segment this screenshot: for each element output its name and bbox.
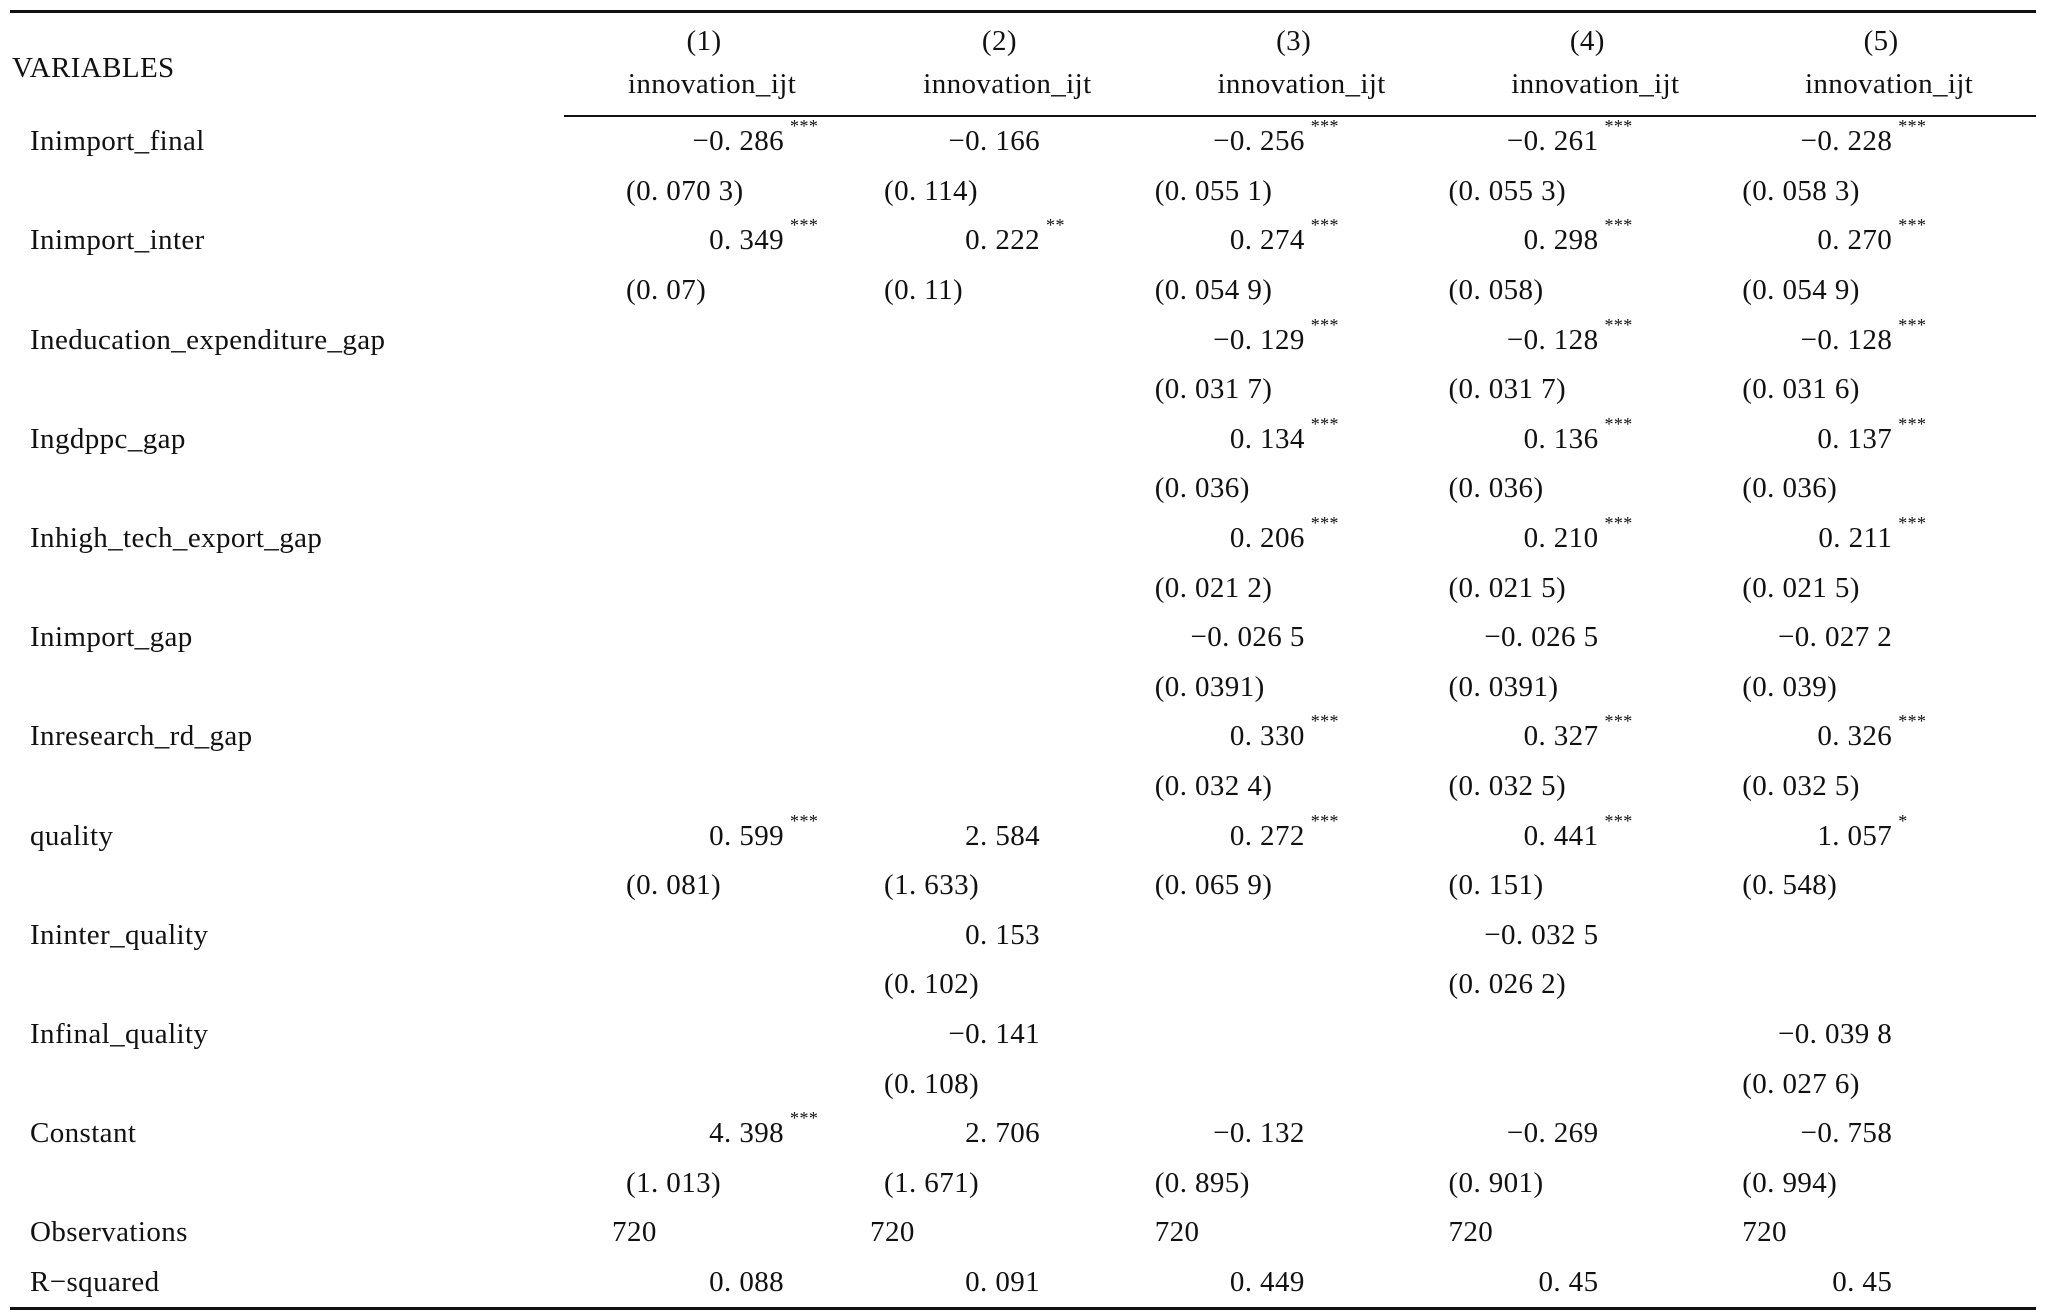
column-name-5: innovation_ijt [1742, 61, 2036, 116]
r-squared-value: 0. 088 [709, 1265, 785, 1298]
standard-error-cell [1155, 1059, 1449, 1109]
standard-error-cell [860, 1158, 1155, 1208]
coefficient-value: 0. 211 [1818, 522, 1893, 555]
variables-header: VARIABLES [10, 12, 564, 117]
coefficient-cell [564, 116, 860, 167]
coefficient-cell [1155, 1109, 1449, 1159]
standard-error-cell [1155, 1158, 1449, 1208]
significance-stars: *** [1898, 314, 1927, 335]
coefficient-cell [564, 514, 860, 564]
standard-error-label-spacer [10, 762, 564, 812]
standard-error-cell [564, 960, 860, 1010]
standard-error-value: (0. 036) [1448, 472, 1544, 505]
standard-error-cell [1155, 563, 1449, 613]
coefficient-value: 0. 270 [1817, 224, 1893, 257]
coefficient-cell [1155, 712, 1449, 762]
standard-error-cell [860, 365, 1155, 415]
significance-stars: * [1898, 810, 1908, 831]
coefficient-value: 4. 398 [709, 1117, 785, 1150]
standard-error-value: (0. 032 5) [1448, 770, 1567, 803]
coefficient-cell [1448, 613, 1742, 663]
standard-error-value: (0. 058) [1448, 274, 1544, 307]
coefficient-value: 0. 298 [1523, 224, 1599, 257]
variable-label: Ineducation_expenditure_gap [30, 323, 386, 356]
standard-error-value: (0. 039) [1742, 670, 1838, 703]
coefficient-cell [860, 315, 1155, 365]
standard-error-value: (0. 11) [884, 274, 964, 307]
standard-error-value: (0. 031 7) [1448, 373, 1567, 406]
observations-value: 720 [870, 1216, 915, 1249]
standard-error-cell [564, 266, 860, 316]
standard-error-value: (0. 031 6) [1742, 373, 1860, 406]
table-header [10, 12, 2036, 117]
coefficient-value: −0. 128 [1506, 323, 1599, 356]
standard-error-row [10, 861, 2036, 911]
standard-error-cell [860, 563, 1155, 613]
standard-error-value: (0. 548) [1742, 869, 1838, 902]
r-squared-value: 0. 449 [1229, 1265, 1305, 1298]
coefficient-cell [564, 712, 860, 762]
standard-error-value: (0. 031 7) [1154, 373, 1273, 406]
coefficient-value: −0. 032 5 [1484, 918, 1599, 951]
standard-error-cell [564, 464, 860, 514]
coefficient-cell [860, 1010, 1155, 1060]
significance-stars: *** [1310, 513, 1339, 534]
variable-coefficient-row [10, 712, 2036, 762]
standard-error-row [10, 960, 2036, 1010]
standard-error-value: (0. 114) [884, 174, 978, 207]
standard-error-label-spacer [10, 167, 564, 217]
coefficient-value: −0. 141 [948, 1017, 1041, 1050]
coefficient-cell [860, 712, 1155, 762]
standard-error-value: (0. 055 1) [1154, 174, 1273, 207]
standard-error-cell [1742, 464, 2036, 514]
variable-coefficient-row [10, 1109, 2036, 1159]
significance-stars: *** [1310, 314, 1339, 335]
coefficient-value: 0. 210 [1523, 522, 1599, 555]
coefficient-cell [564, 613, 860, 663]
column-number-5: (5) [1734, 12, 2028, 62]
standard-error-value: (1. 633) [884, 869, 980, 902]
r-squared-value: 0. 45 [1538, 1265, 1599, 1298]
significance-stars: ** [1046, 215, 1065, 236]
standard-error-cell [564, 762, 860, 812]
standard-error-cell [1448, 167, 1742, 217]
standard-error-cell [1155, 663, 1449, 713]
standard-error-cell [1742, 167, 2036, 217]
standard-error-row [10, 563, 2036, 613]
standard-error-cell [860, 464, 1155, 514]
standard-error-cell [860, 762, 1155, 812]
coefficient-value: −0. 039 8 [1778, 1017, 1893, 1050]
standard-error-cell [1448, 563, 1742, 613]
standard-error-cell [564, 167, 860, 217]
standard-error-row [10, 266, 2036, 316]
standard-error-cell [1448, 266, 1742, 316]
standard-error-row [10, 1059, 2036, 1109]
coefficient-cell [1742, 613, 2036, 663]
coefficient-cell [564, 1109, 860, 1159]
standard-error-label-spacer [10, 1158, 564, 1208]
significance-stars: *** [1310, 116, 1339, 137]
standard-error-cell [1742, 663, 2036, 713]
standard-error-value: (0. 054 9) [1742, 274, 1860, 307]
coefficient-value: −0. 132 [1213, 1117, 1305, 1150]
standard-error-cell [564, 563, 860, 613]
standard-error-label-spacer [10, 464, 564, 514]
variable-label: Inimport_gap [30, 621, 193, 654]
coefficient-cell [1155, 315, 1449, 365]
standard-error-cell [860, 960, 1155, 1010]
coefficient-value: 0. 326 [1817, 720, 1893, 753]
coefficient-cell [564, 911, 860, 961]
coefficient-value: 2. 584 [965, 819, 1041, 852]
standard-error-value: (0. 901) [1448, 1166, 1544, 1199]
standard-error-value: (0. 065 9) [1154, 869, 1273, 902]
coefficient-value: 0. 274 [1229, 224, 1305, 257]
coefficient-cell [1742, 315, 2036, 365]
coefficient-value: −0. 261 [1506, 125, 1599, 158]
standard-error-value: (1. 013) [626, 1166, 722, 1199]
significance-stars: *** [1310, 711, 1339, 732]
significance-stars: *** [1898, 711, 1927, 732]
coefficient-cell [1448, 514, 1742, 564]
coefficient-value: 0. 137 [1817, 422, 1893, 455]
standard-error-cell [860, 167, 1155, 217]
standard-error-cell [564, 1059, 860, 1109]
standard-error-cell [564, 365, 860, 415]
coefficient-cell [1155, 116, 1449, 167]
variable-label: Ininter_quality [30, 918, 209, 951]
standard-error-value: (0. 07) [626, 274, 707, 307]
variable-label: quality [30, 819, 114, 852]
variable-label: Inresearch_rd_gap [30, 720, 253, 753]
significance-stars: *** [1604, 711, 1633, 732]
standard-error-label-spacer [10, 266, 564, 316]
coefficient-cell [1742, 116, 2036, 167]
coefficient-value: 0. 272 [1229, 819, 1305, 852]
observations-value: 720 [1154, 1216, 1200, 1249]
significance-stars: *** [1898, 215, 1927, 236]
coefficient-value: 2. 706 [965, 1117, 1041, 1150]
coefficient-value: 0. 349 [709, 224, 785, 257]
variable-coefficient-row [10, 415, 2036, 465]
standard-error-cell [1448, 960, 1742, 1010]
standard-error-value: (0. 021 5) [1448, 571, 1567, 604]
standard-error-value: (0. 032 5) [1742, 770, 1860, 803]
coefficient-cell [1448, 811, 1742, 861]
variable-coefficient-row [10, 1010, 2036, 1060]
standard-error-value: (0. 021 5) [1742, 571, 1860, 604]
coefficient-cell [1448, 911, 1742, 961]
standard-error-cell [1448, 464, 1742, 514]
standard-error-value: (0. 0391) [1154, 670, 1265, 703]
significance-stars: *** [1604, 810, 1633, 831]
variable-coefficient-row [10, 315, 2036, 365]
coefficient-cell [1155, 1010, 1449, 1060]
coefficient-cell [1448, 1109, 1742, 1159]
standard-error-value: (0. 070 3) [626, 174, 744, 207]
coefficient-value: −0. 027 2 [1778, 621, 1893, 654]
standard-error-label-spacer [10, 1059, 564, 1109]
significance-stars: *** [1310, 810, 1339, 831]
coefficient-value: 1. 057 [1817, 819, 1893, 852]
standard-error-cell [1155, 464, 1449, 514]
coefficient-value: 0. 153 [965, 918, 1041, 951]
standard-error-row [10, 663, 2036, 713]
coefficient-cell [564, 811, 860, 861]
coefficient-cell [860, 116, 1155, 167]
standard-error-value: (0. 151) [1448, 869, 1544, 902]
coefficient-cell [1742, 415, 2036, 465]
standard-error-value: (0. 058 3) [1742, 174, 1860, 207]
coefficient-value: 0. 206 [1229, 522, 1305, 555]
coefficient-cell [1448, 116, 1742, 167]
coefficient-cell [860, 911, 1155, 961]
standard-error-value: (0. 0391) [1448, 670, 1559, 703]
standard-error-cell [1742, 861, 2036, 911]
standard-error-value: (1. 671) [884, 1166, 980, 1199]
standard-error-cell [1448, 663, 1742, 713]
coefficient-cell [1742, 1010, 2036, 1060]
standard-error-label-spacer [10, 861, 564, 911]
standard-error-value: (0. 102) [884, 968, 980, 1001]
significance-stars: *** [790, 215, 819, 236]
coefficient-cell [1155, 415, 1449, 465]
variable-coefficient-row [10, 811, 2036, 861]
coefficient-cell [860, 216, 1155, 266]
r-squared-row [10, 1258, 2036, 1309]
variable-label: Ingdppc_gap [30, 422, 186, 455]
standard-error-value: (0. 032 4) [1154, 770, 1273, 803]
standard-error-row [10, 762, 2036, 812]
observations-value: 720 [1448, 1216, 1494, 1249]
coefficient-value: −0. 758 [1800, 1117, 1893, 1150]
standard-error-label-spacer [10, 663, 564, 713]
standard-error-value: (0. 081) [626, 869, 722, 902]
coefficient-value: −0. 166 [948, 125, 1041, 158]
significance-stars: *** [1604, 314, 1633, 335]
r-squared-value: 0. 091 [965, 1265, 1041, 1298]
standard-error-row [10, 365, 2036, 415]
standard-error-cell [1742, 1158, 2036, 1208]
standard-error-cell [564, 1158, 860, 1208]
variable-coefficient-row [10, 613, 2036, 663]
standard-error-cell [1155, 960, 1449, 1010]
standard-error-cell [1742, 1059, 2036, 1109]
significance-stars: *** [1604, 413, 1633, 434]
standard-error-cell [860, 266, 1155, 316]
variable-coefficient-row [10, 911, 2036, 961]
standard-error-cell [1742, 266, 2036, 316]
significance-stars: *** [1604, 215, 1633, 236]
coefficient-cell [564, 216, 860, 266]
coefficient-cell [1448, 315, 1742, 365]
standard-error-value: (0. 895) [1154, 1166, 1250, 1199]
coefficient-cell [564, 1010, 860, 1060]
standard-error-value: (0. 994) [1742, 1166, 1838, 1199]
significance-stars: *** [1310, 413, 1339, 434]
variable-label: Inhigh_tech_export_gap [30, 522, 323, 555]
variable-coefficient-row [10, 514, 2036, 564]
coefficient-cell [860, 1109, 1155, 1159]
significance-stars: *** [790, 1108, 819, 1129]
significance-stars: *** [790, 116, 819, 137]
standard-error-value: (0. 036) [1154, 472, 1250, 505]
coefficient-cell [1448, 415, 1742, 465]
standard-error-cell [1742, 365, 2036, 415]
significance-stars: *** [1898, 513, 1927, 534]
standard-error-cell [1448, 365, 1742, 415]
column-name-1: innovation_ijt [564, 61, 860, 116]
significance-stars: *** [1310, 215, 1339, 236]
coefficient-cell [564, 415, 860, 465]
standard-error-cell [1448, 762, 1742, 812]
r-squared-value: 0. 45 [1832, 1265, 1893, 1298]
coefficient-value: 0. 222 [965, 224, 1041, 257]
coefficient-cell [1742, 514, 2036, 564]
coefficient-cell [1155, 613, 1449, 663]
coefficient-value: 0. 330 [1229, 720, 1305, 753]
coefficient-cell [1155, 216, 1449, 266]
coefficient-cell [860, 811, 1155, 861]
table-body [10, 116, 2036, 1309]
column-number-2: (2) [852, 12, 1147, 62]
coefficient-value: −0. 128 [1800, 323, 1893, 356]
standard-error-value: (0. 021 2) [1154, 571, 1273, 604]
standard-error-value: (0. 108) [884, 1067, 980, 1100]
observations-label: Observations [30, 1216, 188, 1249]
coefficient-cell [1742, 811, 2036, 861]
significance-stars: *** [1604, 513, 1633, 534]
standard-error-cell [1448, 1059, 1742, 1109]
coefficient-value: −0. 256 [1213, 125, 1305, 158]
standard-error-value: (0. 055 3) [1448, 174, 1567, 207]
standard-error-cell [1742, 960, 2036, 1010]
observations-value: 720 [1742, 1216, 1787, 1249]
standard-error-row [10, 167, 2036, 217]
standard-error-cell [564, 663, 860, 713]
standard-error-cell [1742, 762, 2036, 812]
coefficient-cell [1742, 911, 2036, 961]
coefficient-value: −0. 228 [1800, 125, 1893, 158]
variable-label: Inimport_final [30, 124, 205, 157]
column-name-2: innovation_ijt [860, 61, 1155, 116]
standard-error-cell [860, 663, 1155, 713]
coefficient-cell [1155, 514, 1449, 564]
standard-error-value: (0. 036) [1742, 472, 1838, 505]
column-number-4: (4) [1440, 12, 1734, 62]
significance-stars: *** [1898, 413, 1927, 434]
coefficient-value: 0. 441 [1523, 819, 1599, 852]
coefficient-cell [1155, 811, 1449, 861]
standard-error-cell [1155, 266, 1449, 316]
standard-error-cell [1742, 563, 2036, 613]
standard-error-value: (0. 054 9) [1154, 274, 1273, 307]
coefficient-cell [860, 514, 1155, 564]
coefficient-cell [1742, 1109, 2036, 1159]
coefficient-cell [860, 415, 1155, 465]
coefficient-cell [1742, 216, 2036, 266]
regression-table [10, 10, 2036, 1310]
coefficient-cell [1742, 712, 2036, 762]
coefficient-value: −0. 286 [692, 125, 785, 158]
coefficient-value: −0. 026 5 [1484, 621, 1599, 654]
column-number-1: (1) [556, 12, 852, 62]
column-name-4: innovation_ijt [1448, 61, 1742, 116]
standard-error-label-spacer [10, 365, 564, 415]
coefficient-cell [564, 315, 860, 365]
coefficient-cell [1155, 911, 1449, 961]
variable-label: Infinal_quality [30, 1017, 209, 1050]
coefficient-value: −0. 129 [1213, 323, 1305, 356]
standard-error-value: (0. 026 2) [1448, 968, 1567, 1001]
standard-error-label-spacer [10, 960, 564, 1010]
coefficient-value: 0. 136 [1523, 422, 1599, 455]
coefficient-value: 0. 599 [709, 819, 785, 852]
standard-error-label-spacer [10, 563, 564, 613]
significance-stars: *** [790, 810, 819, 831]
variable-label: Inimport_inter [30, 224, 205, 257]
r-squared-label: R−squared [10, 1258, 564, 1309]
variable-coefficient-row [10, 116, 2036, 167]
coefficient-cell [1448, 1010, 1742, 1060]
standard-error-cell [860, 1059, 1155, 1109]
variable-label: Constant [30, 1117, 137, 1150]
coefficient-value: 0. 327 [1523, 720, 1599, 753]
standard-error-cell [1448, 861, 1742, 911]
observations-row [10, 1208, 2036, 1258]
standard-error-row [10, 1158, 2036, 1208]
standard-error-row [10, 464, 2036, 514]
coefficient-cell [860, 613, 1155, 663]
standard-error-cell [564, 861, 860, 911]
standard-error-cell [1155, 365, 1449, 415]
significance-stars: *** [1604, 116, 1633, 137]
standard-error-cell [1155, 167, 1449, 217]
coefficient-value: −0. 026 5 [1190, 621, 1305, 654]
coefficient-cell [1448, 216, 1742, 266]
coefficient-value: 0. 134 [1229, 422, 1305, 455]
standard-error-value: (0. 027 6) [1742, 1067, 1860, 1100]
significance-stars: *** [1898, 116, 1927, 137]
standard-error-cell [1155, 861, 1449, 911]
observations-value: 720 [612, 1216, 657, 1249]
standard-error-cell [1448, 1158, 1742, 1208]
coefficient-cell [1448, 712, 1742, 762]
column-number-3: (3) [1147, 12, 1441, 62]
column-name-3: innovation_ijt [1155, 61, 1449, 116]
variable-coefficient-row [10, 216, 2036, 266]
standard-error-cell [1155, 762, 1449, 812]
coefficient-value: −0. 269 [1506, 1117, 1599, 1150]
standard-error-cell [860, 861, 1155, 911]
